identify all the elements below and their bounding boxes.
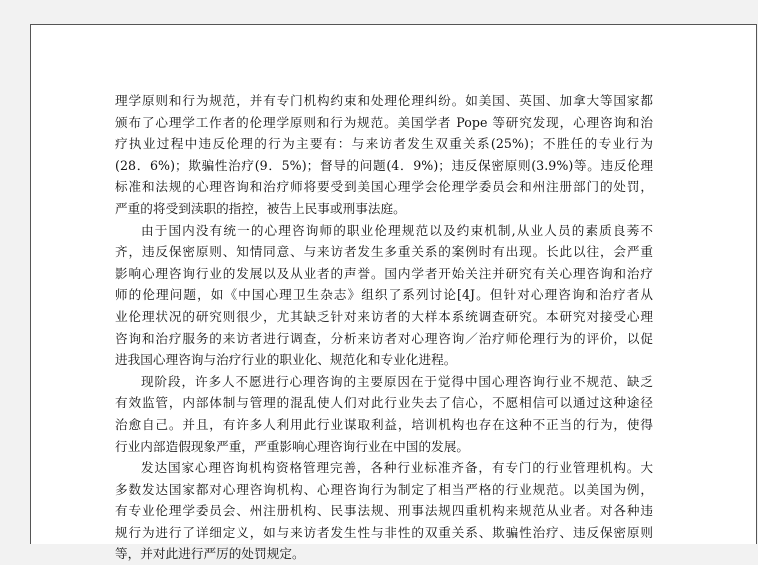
text-line: 理学原则和行为规范，并有专门机构约束和处理伦理纠纷。如美国、英国、加拿大等国家都 <box>115 93 653 108</box>
text-line: 严重的将受到渎职的指控，被告上民事或刑事法庭。 <box>115 200 406 216</box>
paragraph <box>115 90 653 220</box>
text-line: 进我国心理咨询与治疗行业的职业化、规范化和专业化进程。 <box>115 352 457 368</box>
text-line: 业伦理状况的研究则很少，尤其缺乏针对来访者的大样本系统调查研究。本研究对接受心理 <box>115 308 653 324</box>
text-line: 师的伦理问题，如《中国心理卫生杂志》组织了系列讨论[4J。但针对心理咨询和治疗者从 <box>115 287 653 303</box>
text-line: 等，并对此进行严厉的处罚规定。 <box>115 546 305 562</box>
text-line: 行业内部造假现象严重，严重影响心理咨询行业在中国的发展。 <box>115 438 470 454</box>
body-text <box>115 90 653 565</box>
text-line: 发达国家心理咨询机构资格管理完善，各种行业标准齐备，有专门的行业管理机构。大 <box>141 460 653 476</box>
text-line: 标准和法规的心理咨询和治疗师将要受到美国心理学会伦理学委员会和州注册部门的处罚， <box>115 179 653 195</box>
document-page <box>30 24 757 562</box>
text-line: 由于国内没有统一的心理咨询师的职业伦理规范以及约束机制,从业人员的素质良莠不 <box>141 222 653 238</box>
text-line: 颁布了心理学工作者的伦理学原则和行为规范。美国学者 Pope 等研究发现，心理咨询和治 <box>115 114 653 130</box>
text-line: 多数发达国家都对心理咨询机构、心理咨询行为制定了相当严格的行业规范。以美国为例， <box>115 481 653 497</box>
text-line: 影响心理咨询行业的发展以及从业者的声誉。国内学者开始关注并研究有关心理咨询和治疗 <box>115 265 653 281</box>
paragraph <box>115 457 653 565</box>
text-line: 有效监管，内部体制与管理的混乱使人们对此行业失去了信心，不愿相信可以通过这种途径 <box>115 395 653 411</box>
text-line: 咨询和治疗服务的来访者进行调查，分析来访者对心理咨询／治疗师伦理行为的评价，以促 <box>115 330 653 346</box>
paragraph <box>115 220 653 371</box>
text-line: 规行为进行了详细定义，如与来访者发生性与非性的双重关系、欺骗性治疗、违反保密原则 <box>115 524 653 540</box>
text-line: 齐，违反保密原则、知情同意、与来访者发生多重关系的案例时有出现。长此以往，会严重 <box>115 244 653 260</box>
text-line: (28．6%)；欺骗性治疗(9．5%)；督导的问题(4．9%)；违反保密原则(3.9%)等。违反伦理 <box>115 157 653 173</box>
text-line: 治愈自己。并且，有许多人利用此行业谋取利益，培训机构也存在这种不正当的行为，使得 <box>115 416 653 432</box>
paragraph <box>115 371 653 457</box>
text-line: 有专业伦理学委员会、州注册机构、民事法规、刑事法规四重机构来规范从业者。对各种违 <box>115 503 653 519</box>
text-line: 现阶段，许多人不愿进行心理咨询的主要原因在于觉得中国心理咨询行业不规范、缺乏 <box>141 373 653 389</box>
text-line: 疗执业过程中违反伦理的行为主要有：与来访者发生双重关系(25%)；不胜任的专业行为 <box>115 136 653 152</box>
